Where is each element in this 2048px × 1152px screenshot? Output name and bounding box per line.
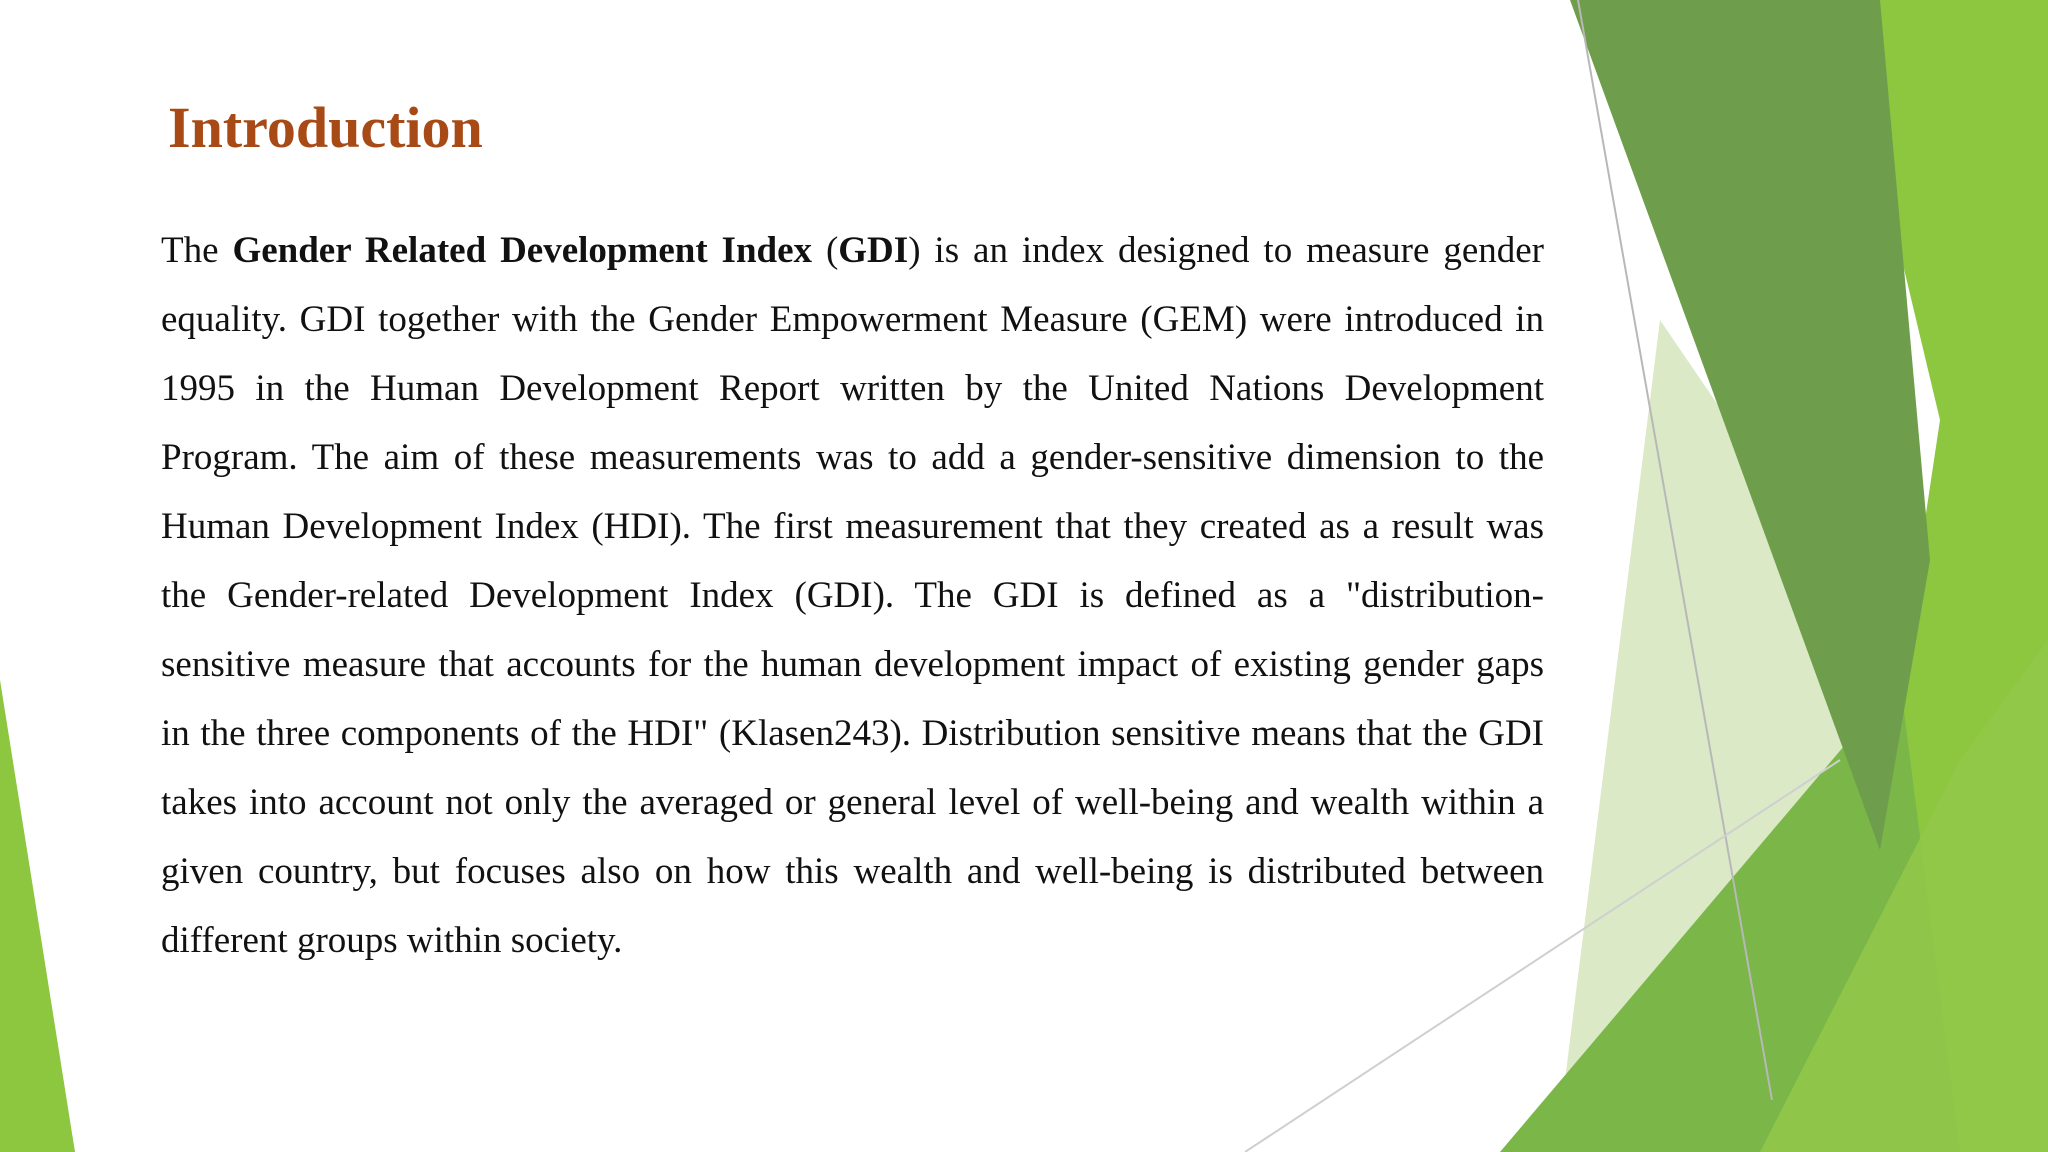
paragraph-body-text: ) is an index designed to measure gender equality. GDI together with the Gender Empowerment Measure (GEM) were introduced in 1995 in the Human Development Report written by the United Nations Development Program. The aim of these measurements was to add a gender-sensitive dimension to the Human Development Index (HDI). The first measurement that they created as a result was the Gender-related Development Index (GDI). The GDI is defined as a "distribution-sensitive measure that accounts for the human development impact of existing gender gaps in the three components of the HDI" (Klasen243). Distribution sensitive means that the GDI takes into account not only the averaged or general level of well-being and wealth within a given country, but focuses also on how this wealth and well-being is distributed between different groups within society. [161, 230, 1544, 961]
paragraph-bold-abbr: GDI [838, 230, 909, 271]
paragraph-open-paren: ( [825, 230, 839, 271]
slide-title: Introduction [168, 95, 483, 160]
paragraph-intro-word: The [161, 230, 219, 271]
left-green-sliver [0, 680, 75, 1152]
body-paragraph [161, 216, 1544, 975]
paragraph-bold-term: Gender Related Development Index [232, 230, 813, 271]
